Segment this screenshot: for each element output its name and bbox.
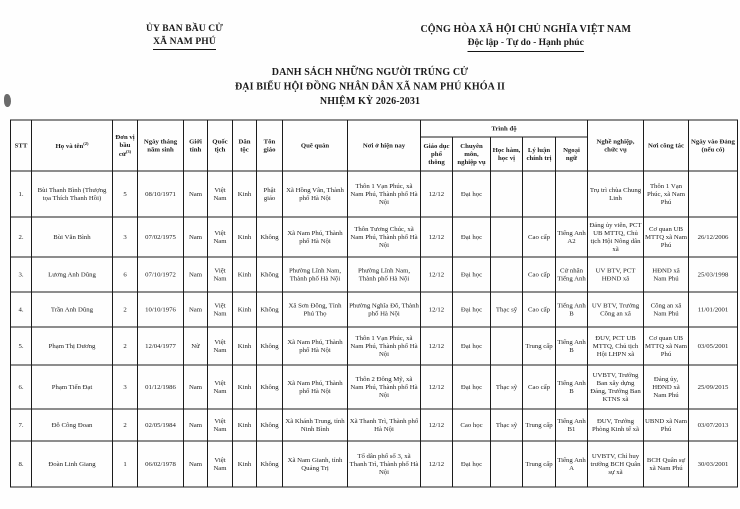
col-header-hometown: Quê quán bbox=[283, 120, 348, 171]
cell-academic bbox=[491, 441, 523, 487]
cell-language: Tiếng Anh B1 bbox=[556, 409, 588, 441]
cell-party_date bbox=[689, 171, 738, 217]
cell-edu: 12/12 bbox=[421, 292, 453, 327]
cell-edu: 12/12 bbox=[421, 171, 453, 217]
title-line3: NHIỆM KỲ 2026-2031 bbox=[319, 95, 421, 107]
cell-professional: Đại học bbox=[453, 257, 491, 292]
cell-dob: 12/04/1977 bbox=[138, 327, 184, 365]
cell-religion: Không bbox=[257, 441, 283, 487]
cell-residence: Phường Lĩnh Nam, Thành phố Hà Nội bbox=[348, 257, 421, 292]
cell-unit: 3 bbox=[113, 365, 138, 409]
national-title: CỘNG HÒA XÃ HỘI CHỦ NGHĨA VIỆT NAM bbox=[420, 23, 631, 35]
table-header bbox=[11, 120, 738, 171]
cell-academic bbox=[491, 327, 523, 365]
cell-hometown: Xã Khánh Trung, tỉnh Ninh Bình bbox=[283, 409, 348, 441]
cell-hometown: Xã Nam Phú, Thành phố Hà Nội bbox=[283, 365, 348, 409]
cell-workplace: HĐND xã Nam Phú bbox=[644, 257, 689, 292]
cell-workplace: Đảng ủy, HĐND xã Nam Phú bbox=[644, 365, 689, 409]
col-header-professional: Chuyên môn, nghiệp vụ bbox=[453, 137, 491, 171]
scan-artifact bbox=[4, 94, 11, 107]
col-header-academic: Học hàm, học vị bbox=[491, 137, 523, 171]
cell-occupation: UV BTV, PCT HĐND xã bbox=[588, 257, 644, 292]
col-header-workplace: Nơi công tác bbox=[644, 120, 689, 171]
footnote-ref-3: (3) bbox=[125, 148, 132, 154]
cell-unit: 3 bbox=[113, 217, 138, 257]
cell-gender: Nam bbox=[184, 257, 208, 292]
table-row bbox=[11, 365, 738, 409]
cell-name: Đoàn Linh Giang bbox=[32, 441, 113, 487]
cell-ethnicity: Kinh bbox=[233, 257, 257, 292]
cell-hometown: Xã Nam Phú, Thành phố Hà Nội bbox=[283, 327, 348, 365]
cell-ethnicity: Kinh bbox=[233, 441, 257, 487]
col-header-religion: Tôn giáo bbox=[257, 120, 283, 171]
cell-stt: 8. bbox=[11, 441, 32, 487]
cell-academic: Thạc sỹ bbox=[491, 409, 523, 441]
cell-workplace: Cơ quan UB MTTQ xã Nam Phú bbox=[644, 217, 689, 257]
cell-unit: 2 bbox=[113, 292, 138, 327]
col-header-occupation: Nghề nghiệp, chức vụ bbox=[588, 120, 644, 171]
cell-gender: Nam bbox=[184, 365, 208, 409]
cell-party_date: 30/03/2001 bbox=[689, 441, 738, 487]
cell-professional: Đại học bbox=[453, 217, 491, 257]
header-row-group bbox=[11, 120, 738, 137]
cell-residence: Phường Nghĩa Đô, Thành phố Hà Nội bbox=[348, 292, 421, 327]
cell-gender: Nam bbox=[184, 292, 208, 327]
cell-occupation: Trụ trì chùa Chung Linh bbox=[588, 171, 644, 217]
cell-stt: 2. bbox=[11, 217, 32, 257]
cell-nationality: Việt Nam bbox=[208, 441, 233, 487]
cell-residence: Xã Thanh Trì, Thành phố Hà Nội bbox=[348, 409, 421, 441]
col-header-stt: STT bbox=[11, 120, 32, 171]
cell-gender: Nam bbox=[184, 409, 208, 441]
cell-language: Tiếng Anh B bbox=[556, 327, 588, 365]
cell-gender: Nam bbox=[184, 441, 208, 487]
cell-party_date: 26/12/2006 bbox=[689, 217, 738, 257]
footnote-ref-2: (2) bbox=[83, 140, 89, 146]
cell-occupation: UV BTV, Trưởng Công an xã bbox=[588, 292, 644, 327]
cell-nationality: Việt Nam bbox=[208, 292, 233, 327]
col-header-degree-group: Trình độ bbox=[421, 120, 588, 137]
cell-party_date: 25/09/2015 bbox=[689, 365, 738, 409]
cell-ethnicity: Kinh bbox=[233, 292, 257, 327]
cell-name: Lương Anh Dũng bbox=[32, 257, 113, 292]
cell-professional: Cao học bbox=[453, 409, 491, 441]
cell-academic bbox=[491, 257, 523, 292]
col-header-gender: Giới tính bbox=[184, 120, 208, 171]
cell-politics: Cao cấp bbox=[523, 257, 556, 292]
cell-professional: Đại học bbox=[453, 327, 491, 365]
col-header-unit: Đơn vị bầu cử$^{(3)}$ bbox=[113, 120, 138, 171]
table-row bbox=[11, 292, 738, 327]
cell-language: Cử nhân Tiếng Anh bbox=[556, 257, 588, 292]
cell-hometown: Xã Hồng Vân, Thành phố Hà Nội bbox=[283, 171, 348, 217]
cell-occupation: ĐUV, PCT UB MTTQ, Chủ tịch Hội LHPN xã bbox=[588, 327, 644, 365]
cell-name: Bùi Thanh Bình (Thượng tọa Thích Thanh Hồi) bbox=[32, 171, 113, 217]
cell-occupation: UVBTV, Trưởng Ban xây dựng Đảng, Trưởng Ban KTNS xã bbox=[588, 365, 644, 409]
cell-name: Đỗ Công Đoan bbox=[32, 409, 113, 441]
cell-academic: Thạc sỹ bbox=[491, 292, 523, 327]
cell-residence: Thôn 1 Vạn Phúc, xã Nam Phú, Thành phố Hà Nội bbox=[348, 171, 421, 217]
cell-hometown: Xã Nam Gianh, tỉnh Quảng Trị bbox=[283, 441, 348, 487]
cell-religion: Không bbox=[257, 365, 283, 409]
cell-religion: Không bbox=[257, 292, 283, 327]
cell-ethnicity: Kinh bbox=[233, 217, 257, 257]
cell-politics: Cao cấp bbox=[523, 217, 556, 257]
table-row bbox=[11, 409, 738, 441]
cell-language: Tiếng Anh B bbox=[556, 365, 588, 409]
cell-politics: Trung cấp bbox=[523, 441, 556, 487]
cell-religion: Không bbox=[257, 409, 283, 441]
cell-unit: 1 bbox=[113, 441, 138, 487]
title-line1: DANH SÁCH NHỮNG NGƯỜI TRÚNG CỬ bbox=[271, 66, 469, 78]
cell-nationality: Việt Nam bbox=[208, 217, 233, 257]
org-name-line2: XÃ NAM PHÚ bbox=[153, 35, 216, 50]
cell-hometown: Xã Nam Phú, Thành phố Hà Nội bbox=[283, 217, 348, 257]
cell-dob: 07/10/1972 bbox=[138, 257, 184, 292]
cell-nationality: Việt Nam bbox=[208, 409, 233, 441]
cell-politics: Cao cấp bbox=[523, 365, 556, 409]
cell-unit: 2 bbox=[113, 409, 138, 441]
cell-ethnicity: Kinh bbox=[233, 171, 257, 217]
cell-stt: 4. bbox=[11, 292, 32, 327]
cell-professional: Đại học bbox=[453, 365, 491, 409]
cell-dob: 08/10/1971 bbox=[138, 171, 184, 217]
cell-workplace: UBND xã Nam Phú bbox=[644, 409, 689, 441]
issuing-org-block bbox=[146, 22, 223, 52]
national-motto-block bbox=[420, 22, 631, 52]
cell-stt: 5. bbox=[11, 327, 32, 365]
cell-dob: 10/10/1976 bbox=[138, 292, 184, 327]
table-row bbox=[11, 327, 738, 365]
cell-stt: 6. bbox=[11, 365, 32, 409]
cell-dob: 01/12/1986 bbox=[138, 365, 184, 409]
col-header-residence: Nơi ở hiện nay bbox=[348, 120, 421, 171]
cell-gender: Nam bbox=[184, 171, 208, 217]
cell-workplace: BCH Quân sự xã Nam Phú bbox=[644, 441, 689, 487]
cell-party_date: 03/05/2001 bbox=[689, 327, 738, 365]
col-header-ethnicity: Dân tộc bbox=[233, 120, 257, 171]
cell-academic: Thạc sỹ bbox=[491, 365, 523, 409]
col-header-politics: Lý luận chính trị bbox=[523, 137, 556, 171]
cell-nationality: Việt Nam bbox=[208, 171, 233, 217]
cell-unit: 6 bbox=[113, 257, 138, 292]
cell-hometown: Xã Sơn Đông, Tỉnh Phú Thọ bbox=[283, 292, 348, 327]
document-header bbox=[0, 0, 740, 52]
col-header-name: Họ và tên$^{(2)}$ bbox=[32, 120, 113, 171]
cell-residence: Thôn 1 Vạn Phúc, xã Nam Phú, Thành phố Hà Nội bbox=[348, 327, 421, 365]
cell-religion: Phật giáo bbox=[257, 171, 283, 217]
cell-occupation: UVBTV, Chỉ huy trưởng BCH Quân sự xã bbox=[588, 441, 644, 487]
cell-occupation: Đảng ủy viên, PCT UB MTTQ, Chủ tịch Hội Nông dân xã bbox=[588, 217, 644, 257]
cell-dob: 02/05/1984 bbox=[138, 409, 184, 441]
col-header-edu: Giáo dục phổ thông bbox=[421, 137, 453, 171]
cell-edu: 12/12 bbox=[421, 365, 453, 409]
cell-name: Trần Anh Dũng bbox=[32, 292, 113, 327]
cell-edu: 12/12 bbox=[421, 217, 453, 257]
cell-name: Bùi Văn Bình bbox=[32, 217, 113, 257]
cell-stt: 7. bbox=[11, 409, 32, 441]
cell-politics: Cao cấp bbox=[523, 292, 556, 327]
cell-religion: Không bbox=[257, 327, 283, 365]
cell-edu: 12/12 bbox=[421, 409, 453, 441]
cell-workplace: Cơ quan UB MTTQ xã Nam Phú bbox=[644, 327, 689, 365]
cell-nationality: Việt Nam bbox=[208, 365, 233, 409]
col-header-dob: Ngày tháng năm sinh bbox=[138, 120, 184, 171]
cell-academic bbox=[491, 217, 523, 257]
table-body bbox=[11, 171, 738, 487]
cell-dob: 06/02/1978 bbox=[138, 441, 184, 487]
cell-stt: 1. bbox=[11, 171, 32, 217]
cell-name: Phạm Thị Dương bbox=[32, 327, 113, 365]
cell-party_date: 25/03/1998 bbox=[689, 257, 738, 292]
col-header-language: Ngoại ngữ bbox=[556, 137, 588, 171]
cell-gender: Nữ bbox=[184, 327, 208, 365]
cell-edu: 12/12 bbox=[421, 257, 453, 292]
table-row bbox=[11, 441, 738, 487]
cell-nationality: Việt Nam bbox=[208, 327, 233, 365]
cell-stt: 3. bbox=[11, 257, 32, 292]
cell-workplace: Thôn 1 Vạn Phúc, xã Nam Phú bbox=[644, 171, 689, 217]
cell-unit: 5 bbox=[113, 171, 138, 217]
cell-residence: Thôn 2 Đông Mỹ, xã Nam Phú, Thành phố Hà Nội bbox=[348, 365, 421, 409]
cell-party_date: 11/01/2001 bbox=[689, 292, 738, 327]
cell-professional: Đại học bbox=[453, 292, 491, 327]
cell-residence: Thôn Tương Chúc, xã Nam Phú, Thành phố Hà Nội bbox=[348, 217, 421, 257]
elected-delegates-table bbox=[10, 119, 738, 487]
cell-name: Phạm Tiến Đạt bbox=[32, 365, 113, 409]
cell-occupation: ĐUV, Trưởng Phòng Kinh tế xã bbox=[588, 409, 644, 441]
cell-professional: Đại học bbox=[453, 171, 491, 217]
cell-ethnicity: Kinh bbox=[233, 409, 257, 441]
cell-language: Tiếng Anh A2 bbox=[556, 217, 588, 257]
title-line2: ĐẠI BIỂU HỘI ĐỒNG NHÂN DÂN XÃ NAM PHÚ KHÓA II bbox=[234, 80, 506, 92]
cell-language: Tiếng Anh A bbox=[556, 441, 588, 487]
table-row bbox=[11, 217, 738, 257]
cell-dob: 07/02/1975 bbox=[138, 217, 184, 257]
cell-edu: 12/12 bbox=[421, 441, 453, 487]
cell-politics: Trung cấp bbox=[523, 409, 556, 441]
cell-gender: Nam bbox=[184, 217, 208, 257]
cell-politics: Trung cấp bbox=[523, 327, 556, 365]
col-header-nationality: Quốc tịch bbox=[208, 120, 233, 171]
cell-professional: Đại học bbox=[453, 441, 491, 487]
cell-ethnicity: Kinh bbox=[233, 327, 257, 365]
cell-religion: Không bbox=[257, 257, 283, 292]
cell-ethnicity: Kinh bbox=[233, 365, 257, 409]
cell-language bbox=[556, 171, 588, 217]
table-row bbox=[11, 171, 738, 217]
cell-workplace: Công an xã Nam Phú bbox=[644, 292, 689, 327]
cell-party_date: 03/07/2013 bbox=[689, 409, 738, 441]
cell-politics bbox=[523, 171, 556, 217]
cell-religion: Không bbox=[257, 217, 283, 257]
cell-academic bbox=[491, 171, 523, 217]
cell-nationality: Việt Nam bbox=[208, 257, 233, 292]
cell-hometown: Phường Lĩnh Nam, Thành phố Hà Nội bbox=[283, 257, 348, 292]
national-motto: Độc lập - Tự do - Hạnh phúc bbox=[468, 36, 584, 52]
table-row bbox=[11, 257, 738, 292]
cell-unit: 2 bbox=[113, 327, 138, 365]
cell-edu: 12/12 bbox=[421, 327, 453, 365]
cell-language: Tiếng Anh B bbox=[556, 292, 588, 327]
org-name-line1: ỦY BAN BẦU CỬ bbox=[146, 23, 223, 34]
col-header-party-date: Ngày vào Đảng (nếu có) bbox=[689, 120, 738, 171]
document-title bbox=[0, 65, 740, 109]
cell-residence: Tổ dân phố số 3, xã Thanh Trì, Thành phố Hà Nội bbox=[348, 441, 421, 487]
